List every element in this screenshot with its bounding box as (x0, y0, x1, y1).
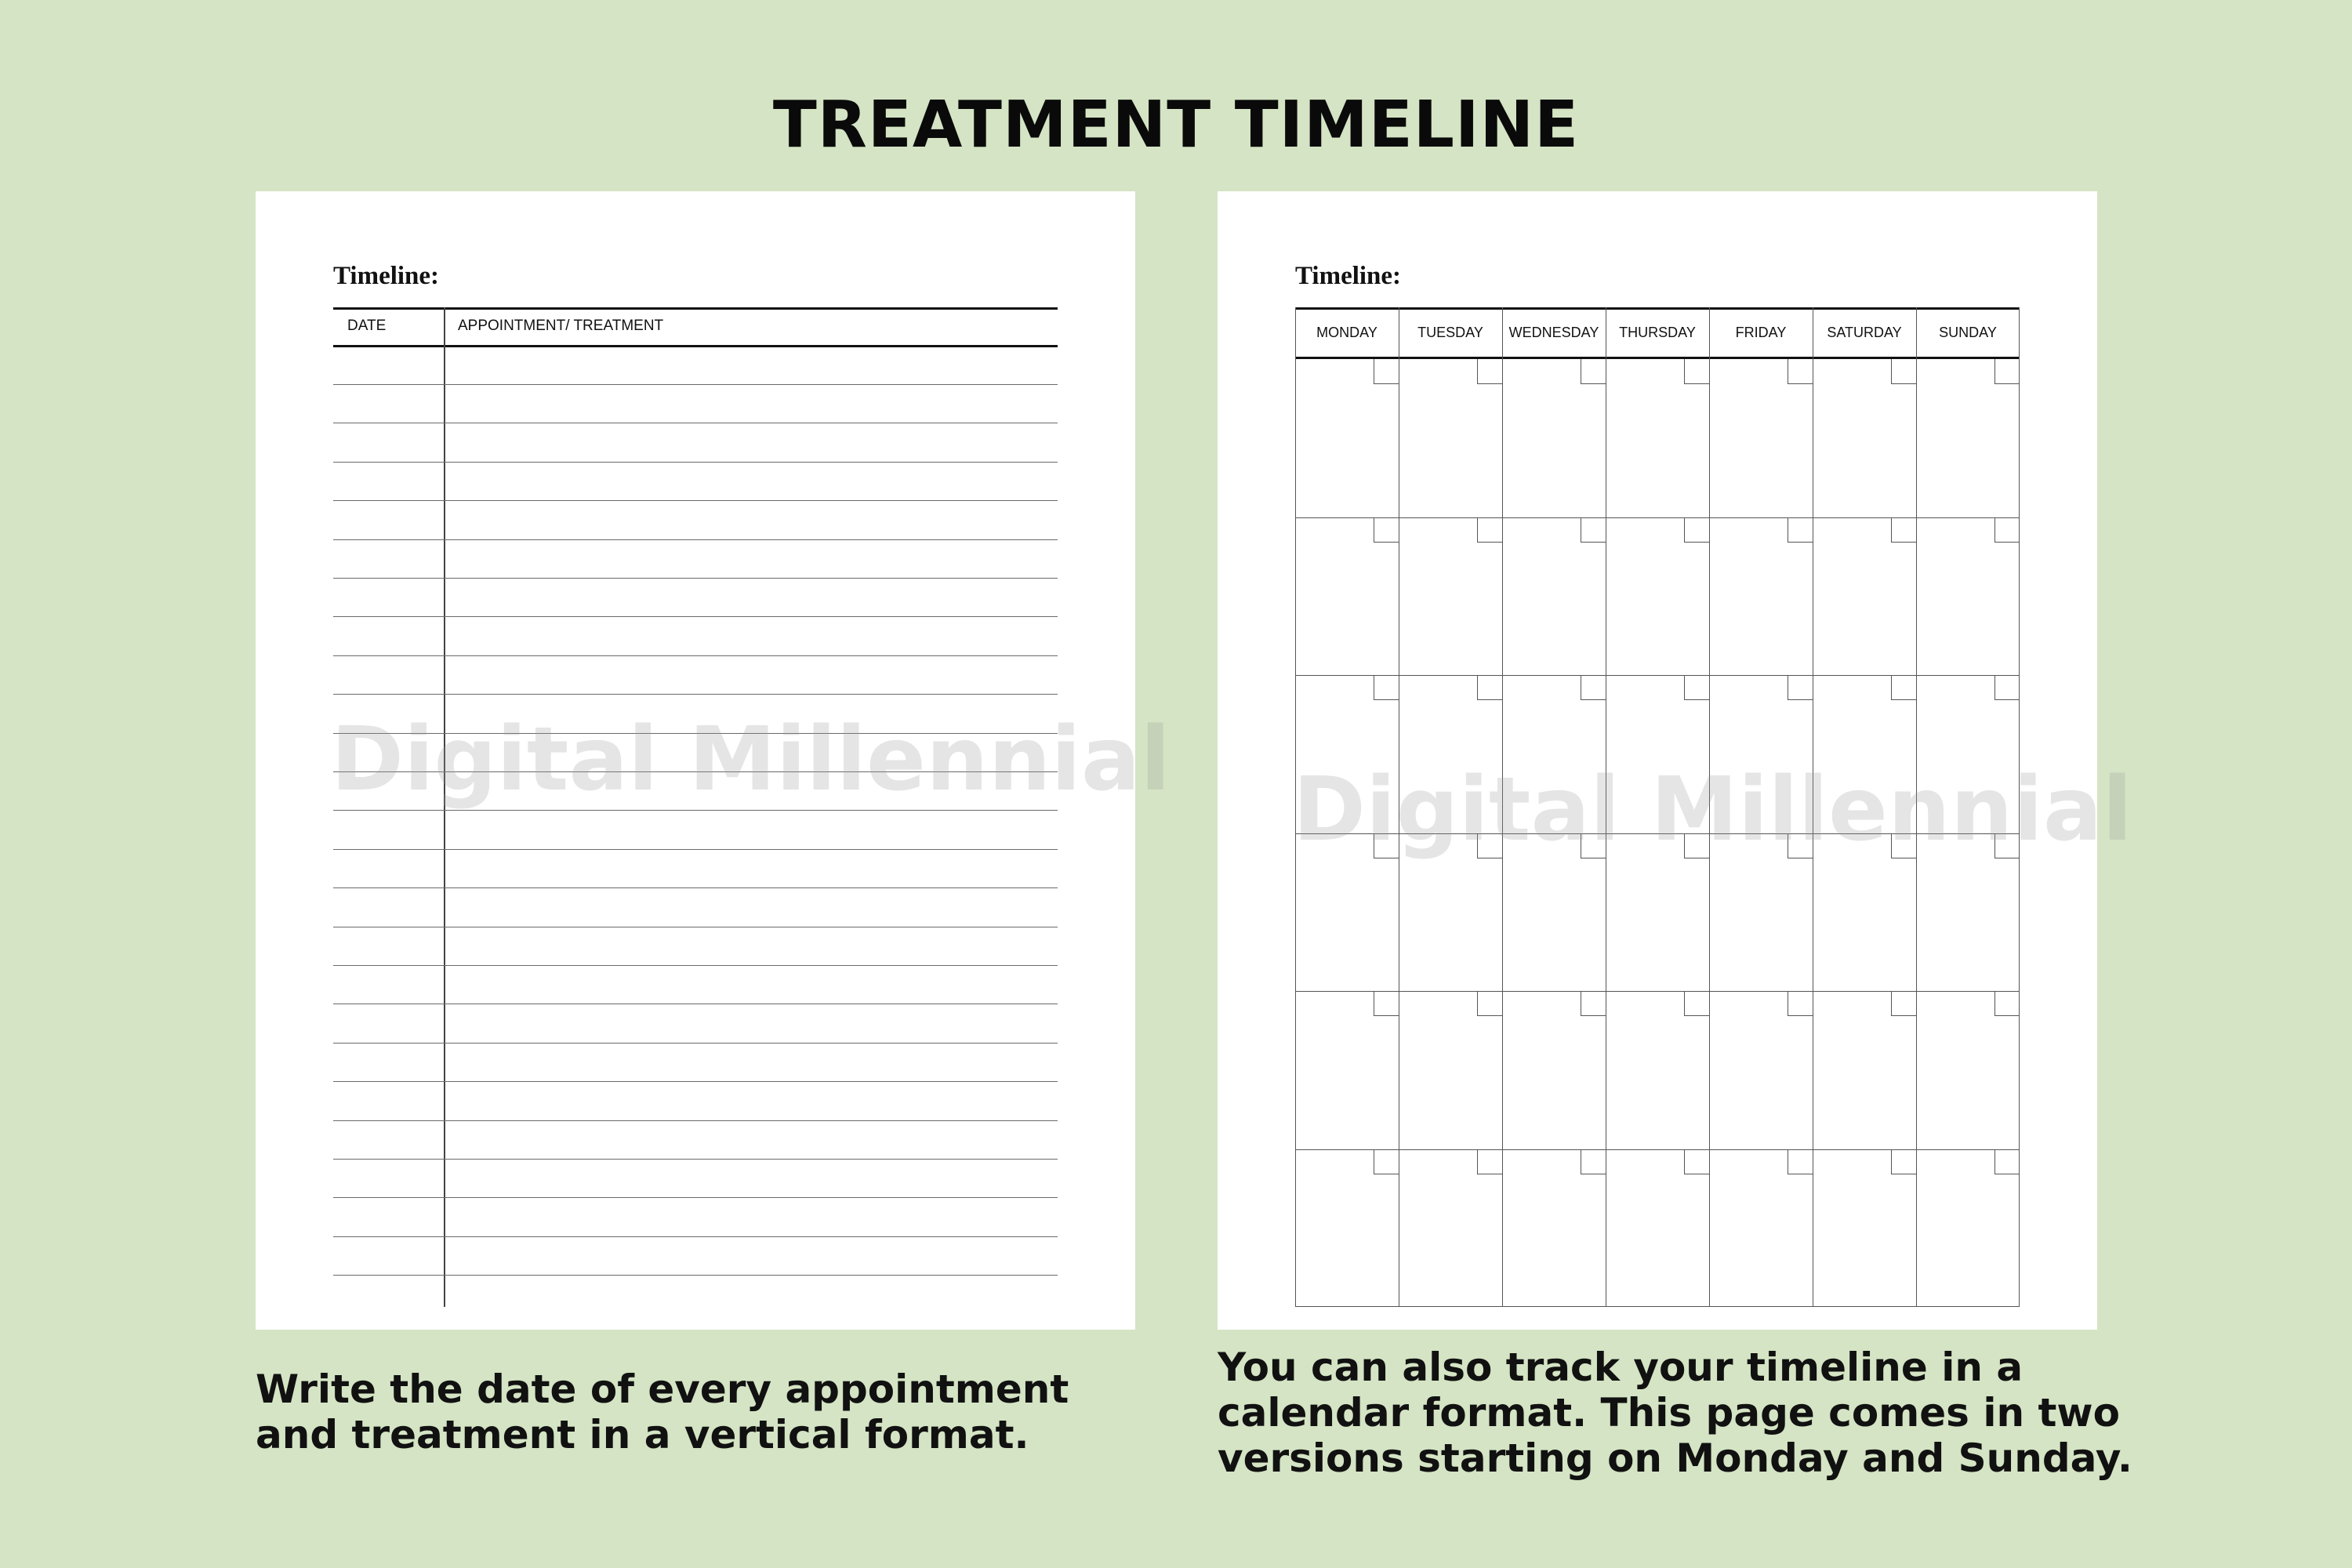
table-row-line (333, 384, 1058, 385)
date-box (1581, 991, 1606, 1016)
watermark: Digital Millennial (331, 709, 1171, 811)
day-header-friday: FRIDAY (1735, 325, 1787, 340)
calendar-column-line (1295, 307, 1296, 1307)
timeline-label: Timeline: (1295, 262, 1402, 290)
table-row-line (333, 578, 1058, 579)
table-row-line (333, 810, 1058, 811)
table-row-line (333, 655, 1058, 656)
date-box (1891, 675, 1916, 700)
table-row-line (333, 1081, 1058, 1082)
table-row-line (333, 539, 1058, 540)
table-row-line (333, 694, 1058, 695)
date-box (1994, 991, 2020, 1016)
date-box (1477, 675, 1502, 700)
timeline-list-table (333, 307, 1058, 1307)
calendar-grid (1295, 307, 2020, 1307)
timeline-label: Timeline: (333, 262, 440, 290)
date-box (1788, 991, 1813, 1016)
left-caption (256, 1367, 1069, 1457)
date-box (1891, 833, 1916, 858)
date-box (1581, 675, 1606, 700)
calendar-column-line (1502, 307, 1503, 1307)
date-box (1891, 991, 1916, 1016)
day-header-sunday: SUNDAY (1939, 325, 1997, 340)
table-row-line (333, 965, 1058, 966)
date-box (1581, 1149, 1606, 1174)
table-row-line (333, 1043, 1058, 1044)
table-row-line (333, 733, 1058, 734)
caption-line: calendar format. This page comes in two (1218, 1390, 2120, 1436)
table-row-line (333, 771, 1058, 772)
date-box (1684, 833, 1709, 858)
calendar-column-line (1709, 307, 1710, 1307)
table-top-rule (333, 307, 1058, 310)
date-box (1374, 675, 1399, 700)
date-box (1684, 1149, 1709, 1174)
day-header-saturday: SATURDAY (1827, 325, 1902, 340)
date-box (1788, 517, 1813, 543)
date-box (1374, 517, 1399, 543)
date-box (1374, 991, 1399, 1016)
table-row-line (333, 1120, 1058, 1121)
date-box (1994, 517, 2020, 543)
date-box (1581, 517, 1606, 543)
date-column-header: DATE (347, 318, 387, 334)
day-header-monday: MONDAY (1316, 325, 1377, 340)
caption-line: versions starting on Monday and Sunday. (1218, 1436, 2132, 1481)
calendar-top-rule (1295, 307, 2020, 310)
date-box (1891, 517, 1916, 543)
date-box (1477, 833, 1502, 858)
date-box (1684, 675, 1709, 700)
table-row-line (333, 887, 1058, 888)
date-box (1994, 1149, 2020, 1174)
date-box (1477, 359, 1502, 384)
caption-line: and treatment in a vertical format. (256, 1412, 1029, 1457)
watermark: Digital Millennial (1293, 759, 2132, 861)
day-header-tuesday: TUESDAY (1417, 325, 1483, 340)
table-header-rule (333, 345, 1058, 347)
table-row-line (333, 616, 1058, 617)
table-row-line (333, 1197, 1058, 1198)
date-box (1788, 833, 1813, 858)
date-box (1891, 359, 1916, 384)
date-box (1684, 359, 1709, 384)
date-box (1788, 359, 1813, 384)
date-box (1994, 675, 2020, 700)
date-box (1994, 359, 2020, 384)
date-box (1477, 1149, 1502, 1174)
date-box (1374, 1149, 1399, 1174)
table-row-line (333, 500, 1058, 501)
date-box (1891, 1149, 1916, 1174)
calendar-week-line (1295, 1306, 2020, 1307)
date-box (1581, 833, 1606, 858)
day-header-wednesday: WEDNESDAY (1508, 325, 1599, 340)
date-box (1684, 517, 1709, 543)
date-box (1374, 833, 1399, 858)
column-divider (444, 307, 445, 1307)
day-header-thursday: THURSDAY (1619, 325, 1696, 340)
date-box (1581, 359, 1606, 384)
calendar-column-line (1916, 307, 1917, 1307)
caption-line: Write the date of every appointment (256, 1367, 1069, 1412)
date-box (1788, 1149, 1813, 1174)
right-caption (1218, 1345, 2132, 1481)
date-box (1788, 675, 1813, 700)
date-box (1374, 359, 1399, 384)
table-row-line (333, 1275, 1058, 1276)
table-row-line (333, 462, 1058, 463)
date-box (1994, 833, 2020, 858)
date-box (1477, 517, 1502, 543)
table-row-line (333, 1159, 1058, 1160)
date-box (1477, 991, 1502, 1016)
calendar-timeline-page (1218, 191, 2132, 1330)
table-row-line (333, 849, 1058, 850)
appointment-column-header: APPOINTMENT/ TREATMENT (458, 318, 664, 334)
table-row-line (333, 1236, 1058, 1237)
date-box (1684, 991, 1709, 1016)
page-title: TREATMENT TIMELINE (772, 88, 1580, 162)
list-timeline-page (256, 191, 1171, 1330)
caption-line: You can also track your timeline in a (1218, 1345, 2024, 1390)
